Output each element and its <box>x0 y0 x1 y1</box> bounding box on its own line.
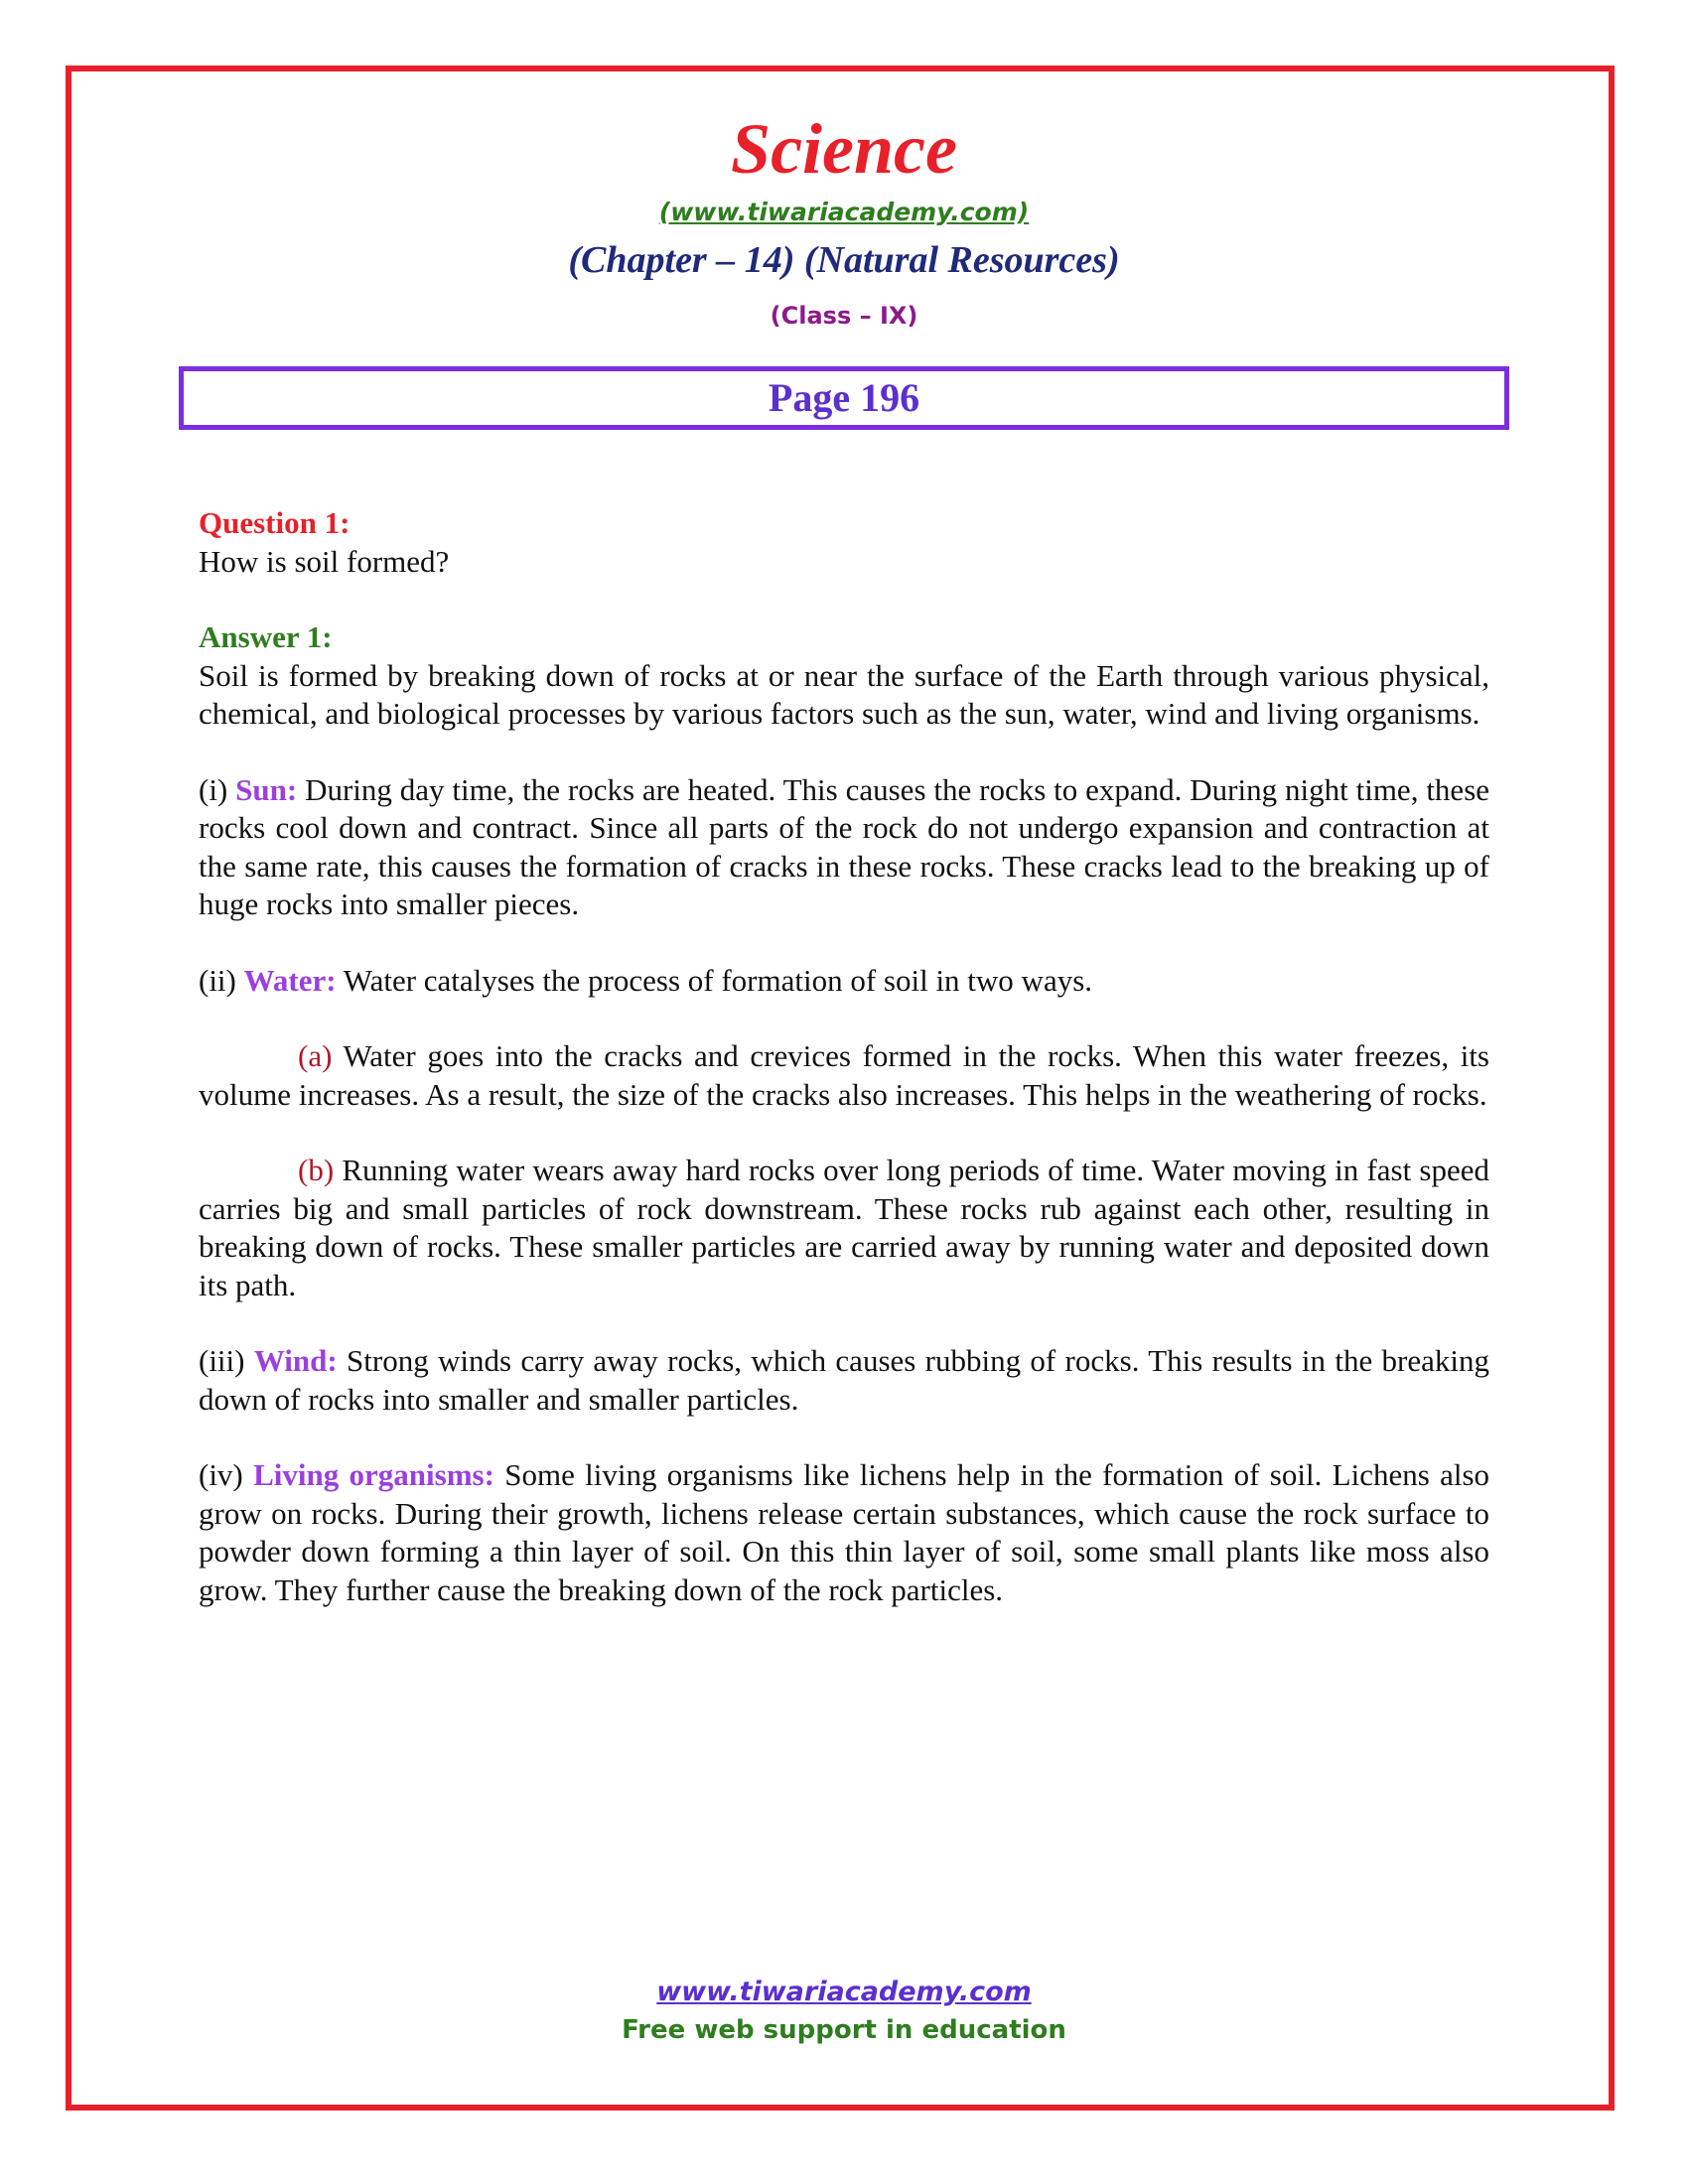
water-b-label: (b) <box>298 1153 335 1187</box>
water-a-paragraph <box>199 1037 1489 1114</box>
question-label: Question 1: <box>199 505 351 540</box>
water-number: (ii) <box>199 962 236 998</box>
living-text: Some living organisms like lichens help in the formation of soil. Lichens also grow on rocks. During their growth, lichens release certain substances, which cause the rock surface to powder down forming a thin layer of soil. On this thin layer of soil, some small plants like moss also grow. They further cause the breaking down of the rock particles. <box>199 1457 1490 1607</box>
water-b-paragraph <box>199 1152 1489 1304</box>
sun-text: During day time, the rocks are heated. This causes the rocks to expand. During night time, these rocks cool down and contract. Since all parts of the rock do not undergo expansion and contraction at the same rate, this causes the formation of cracks in these rocks. These cracks lead to the breaking up of huge rocks into smaller pieces. <box>199 771 1490 921</box>
footer-tagline: Free web support in education <box>622 2015 1066 2045</box>
chapter-heading: (Chapter – 14) (Natural Resources) <box>568 239 1120 281</box>
living-number: (iv) <box>199 1457 243 1492</box>
wind-keyword: Wind: <box>253 1343 338 1378</box>
water-paragraph <box>199 962 1489 1001</box>
sun-keyword: Sun: <box>235 771 298 807</box>
subject-title: Science <box>731 109 957 189</box>
answer-intro-block <box>199 618 1489 734</box>
footer-website-link[interactable]: www.tiwariacademy.com <box>656 1977 1032 2007</box>
living-organisms-paragraph <box>199 1456 1489 1609</box>
class-label: (Class – IX) <box>770 302 918 330</box>
water-a-label: (a) <box>298 1038 333 1073</box>
wind-paragraph <box>199 1342 1489 1419</box>
answer-intro-text: Soil is formed by breaking down of rocks at or near the surface of the Earth through various physical, chemical, and biological processes by various factors such as the sun, water, wind and living organisms. <box>199 657 1489 731</box>
answer-label: Answer 1: <box>199 619 333 654</box>
wind-number: (iii) <box>199 1343 245 1378</box>
water-text: Water catalyses the process of formation of soil in two ways. <box>343 962 1093 998</box>
sun-paragraph <box>199 771 1489 924</box>
question-answer-content <box>199 504 1489 1609</box>
page-number-box: Page 196 <box>179 366 1509 430</box>
water-keyword: Water: <box>243 962 337 998</box>
sun-number: (i) <box>199 771 228 807</box>
water-a-text: Water goes into the cracks and crevices formed in the rocks. When this water freezes, its volume increases. As a result, the size of the cracks also increases. This helps in the weathering of rocks. <box>199 1038 1489 1112</box>
wind-text: Strong winds carry away rocks, which causes rubbing of rocks. This results in the breaking down of rocks into smaller and smaller particles. <box>199 1343 1489 1417</box>
page-header <box>0 109 1688 334</box>
page-footer <box>0 1974 1688 2049</box>
header-website-link[interactable]: (www.tiwariacademy.com) <box>658 198 1030 226</box>
water-b-text: Running water wears away hard rocks over long periods of time. Water moving in fast speed carries big and small particles of rock downstream. These rocks rub against each other, resulting in breaking down of rocks. These smaller particles are carried away by running water and deposited down its path. <box>199 1153 1490 1302</box>
living-keyword: Living organisms: <box>253 1457 494 1492</box>
question-block <box>199 504 1489 581</box>
question-text: How is soil formed? <box>199 543 450 579</box>
